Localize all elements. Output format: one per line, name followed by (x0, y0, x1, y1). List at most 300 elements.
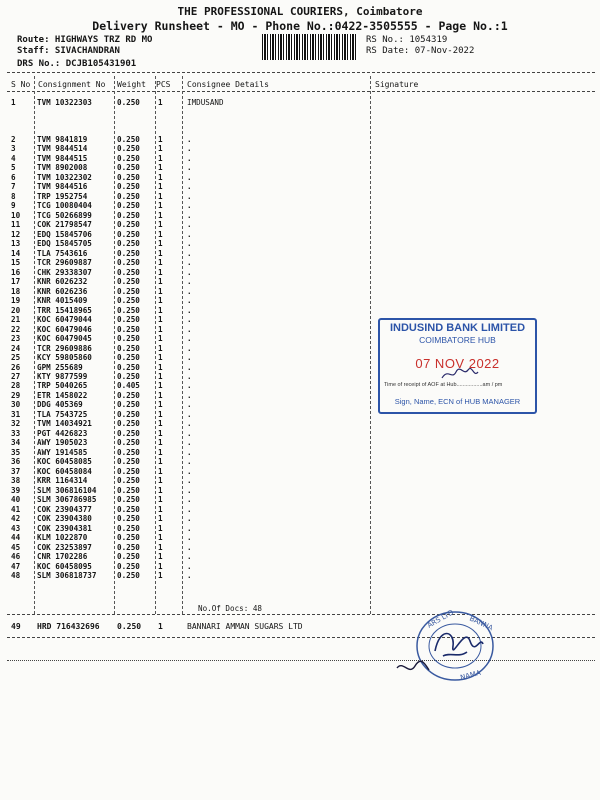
stamp-initials-scribble (440, 366, 480, 382)
row-consignment: TVM 10322303 (37, 98, 92, 107)
row-sno: 33 (11, 428, 21, 438)
row-weight: 0.250 (117, 220, 140, 230)
table-row (0, 144, 600, 153)
row-sno: 29 (11, 390, 21, 400)
row-consignee: . (187, 362, 192, 372)
table-row (0, 268, 600, 277)
row-pcs: 1 (158, 362, 163, 372)
row-consignee: . (187, 343, 192, 353)
row-weight: 0.250 (117, 457, 140, 467)
row-weight: 0.250 (117, 495, 140, 505)
row-consignment: TLA 7543616 (37, 248, 88, 258)
row-sno: 36 (11, 457, 21, 467)
row-pcs: 1 (158, 258, 163, 268)
table-row (0, 486, 600, 495)
table-row (0, 182, 600, 191)
row-consignment: TVM 9844514 (37, 144, 88, 154)
row-sno: 25 (11, 353, 21, 363)
row-weight: 0.250 (117, 409, 140, 419)
row-sno: 44 (11, 533, 21, 543)
row-consignee: . (187, 267, 192, 277)
row-consignment: KNR 6026236 (37, 286, 88, 296)
row-consignee: . (187, 229, 192, 239)
table-row (0, 287, 600, 296)
row-weight: 0.250 (117, 315, 140, 325)
bank-receipt-stamp (378, 318, 537, 414)
row-consignment: KNR 4015409 (37, 296, 88, 306)
row-pcs: 1 (158, 533, 163, 543)
row-consignee: . (187, 286, 192, 296)
table-row (0, 173, 600, 182)
row-consignee: . (187, 533, 192, 543)
row-consignment: COK 23253897 (37, 542, 92, 552)
row-weight: 0.250 (117, 353, 140, 363)
row-pcs: 1 (158, 220, 163, 230)
row-consignee: . (187, 466, 192, 476)
row-consignee: . (187, 210, 192, 220)
row-weight: 0.250 (117, 210, 140, 220)
row-sno: 37 (11, 466, 21, 476)
row-consignment: KOC 60479044 (37, 315, 92, 325)
row-weight: 0.250 (117, 542, 140, 552)
row-consignee: . (187, 239, 192, 249)
row-sno: 1 (11, 98, 16, 107)
row-weight: 0.250 (117, 334, 140, 344)
row-consignee: . (187, 409, 192, 419)
table-row (0, 562, 600, 571)
row-consignment: COK 23904380 (37, 514, 92, 524)
row-weight: 0.250 (117, 514, 140, 524)
row-consignee: . (187, 419, 192, 429)
row-sno: 9 (11, 201, 16, 211)
table-row (0, 277, 600, 286)
row-sno: 7 (11, 182, 16, 192)
row-weight: 0.250 (117, 144, 140, 154)
row-consignment: AWY 1914585 (37, 447, 88, 457)
row-consignee: . (187, 296, 192, 306)
row-sno: 16 (11, 267, 21, 277)
table-row (0, 249, 600, 258)
row-sno: 15 (11, 258, 21, 268)
row-pcs: 1 (158, 239, 163, 249)
row-consignment: TVM 9844516 (37, 182, 88, 192)
row-consignment: KTY 9877599 (37, 372, 88, 381)
row-weight: 0.250 (117, 400, 140, 410)
row-weight: 0.250 (117, 286, 140, 296)
row-sno: 19 (11, 296, 21, 306)
row-consignee: . (187, 504, 192, 514)
footer-divider (7, 660, 595, 661)
row-weight: 0.250 (117, 447, 140, 457)
table-row (0, 571, 600, 580)
row-weight: 0.250 (117, 267, 140, 277)
row-consignment: TCG 50266899 (37, 210, 92, 220)
row-consignment: KOC 60458085 (37, 457, 92, 467)
row-consignment: TVM 9844515 (37, 153, 88, 163)
row-consignee: . (187, 571, 192, 581)
row-sno: 14 (11, 248, 21, 258)
row-sno: 27 (11, 372, 21, 381)
row-sno: 41 (11, 504, 21, 514)
row-weight: 0.250 (117, 533, 140, 543)
row-sno: 6 (11, 172, 16, 182)
row-weight: 0.250 (117, 571, 140, 581)
row-consignee: . (187, 182, 192, 192)
row-consignee: . (187, 561, 192, 571)
row-consignee: . (187, 390, 192, 400)
row-consignment: COK 21798547 (37, 220, 92, 230)
row-pcs: 1 (158, 201, 163, 211)
row-consignment: TRP 1952754 (37, 191, 88, 201)
row-consignee: . (187, 334, 192, 344)
row-pcs: 1 (158, 248, 163, 258)
col-header-sno: S No (11, 80, 31, 89)
row-weight: 0.250 (117, 561, 140, 571)
row-consignment: CNR 1702286 (37, 552, 88, 562)
row-pcs: 1 (158, 229, 163, 239)
row-consignee: . (187, 381, 192, 391)
table-row (0, 543, 600, 552)
col-header-consignment: Consignment No (38, 80, 106, 89)
row-sno: 13 (11, 239, 21, 249)
table-row (0, 239, 600, 248)
row-pcs: 1 (158, 561, 163, 571)
table-row (0, 296, 600, 305)
row-consignment: EDQ 15845706 (37, 229, 92, 239)
row-pcs: 1 (158, 267, 163, 277)
row-sno: 18 (11, 286, 21, 296)
row-pcs: 1 (158, 447, 163, 457)
row-consignment: KLM 1022870 (37, 533, 88, 543)
row-consignment: COK 23904377 (37, 504, 92, 514)
row-pcs: 1 (158, 305, 163, 315)
table-row (0, 258, 600, 267)
row-weight: 0.250 (117, 419, 140, 429)
row-consignee: . (187, 476, 192, 486)
row-pcs: 1 (158, 476, 163, 486)
route-label: Route: HIGHWAYS TRZ RD MO (17, 35, 153, 45)
table-row (0, 306, 600, 315)
row-sno: 24 (11, 343, 21, 353)
row-pcs: 1 (158, 390, 163, 400)
row-sno: 32 (11, 419, 21, 429)
row49-divider (7, 637, 595, 638)
row-weight: 0.250 (117, 182, 140, 192)
col-header-pcs: PCS (156, 80, 171, 89)
header-divider (7, 72, 595, 73)
stamp-bank-name: INDUSIND BANK LIMITED (389, 322, 526, 334)
stamp-date: 07 NOV 2022 (415, 356, 500, 371)
row-weight: 0.250 (117, 390, 140, 400)
row-weight: 0.250 (117, 428, 140, 438)
row-pcs: 1 (158, 504, 163, 514)
row-consignee: . (187, 523, 192, 533)
row-consignment: TVM 10322302 (37, 172, 92, 182)
row-consignee: . (187, 172, 192, 182)
row-pcs: 1 (158, 144, 163, 154)
row-pcs: 1 (158, 353, 163, 363)
row-consignee: . (187, 485, 192, 495)
row-pcs: 1 (158, 571, 163, 581)
row49-sno: 49 (11, 622, 21, 631)
col-header-details: Consignee Details (187, 80, 269, 89)
row-consignment: TRR 15418965 (37, 305, 92, 315)
row-weight: 0.250 (117, 153, 140, 163)
table-row (0, 533, 600, 542)
table-row (0, 457, 600, 466)
row-consignee: . (187, 372, 192, 381)
row-consignment: AWY 1905023 (37, 438, 88, 448)
row-pcs: 1 (158, 315, 163, 325)
svg-text:ARS LTD: ARS LTD (426, 608, 456, 630)
row-consignment: KNR 6026232 (37, 277, 88, 287)
row-consignee: . (187, 400, 192, 410)
row-consignee: . (187, 495, 192, 505)
row-consignee: IMDUSAND (187, 98, 224, 107)
row-weight: 0.250 (117, 239, 140, 249)
stamp-hub: COIMBATORE HUB (419, 335, 496, 345)
row-pcs: 1 (158, 172, 163, 182)
row-weight: 0.250 (117, 343, 140, 353)
row-sno: 21 (11, 315, 21, 325)
row-sno: 17 (11, 277, 21, 287)
row-sno: 40 (11, 495, 21, 505)
row-sno: 31 (11, 409, 21, 419)
row-pcs: 1 (158, 343, 163, 353)
row-consignee: . (187, 514, 192, 524)
row-consignee: . (187, 457, 192, 467)
row-weight: 0.250 (117, 372, 140, 381)
row-pcs: 1 (158, 400, 163, 410)
svg-text:BANNA: BANNA (468, 614, 495, 633)
row-sno: 47 (11, 561, 21, 571)
row-weight: 0.250 (117, 485, 140, 495)
col-header-signature: Signature (375, 80, 419, 89)
table-row (0, 514, 600, 523)
no-of-docs: No.Of Docs: 48 (198, 604, 263, 613)
row-weight: 0.250 (117, 552, 140, 562)
stamp-receipt-time: Time of receipt of AOF at Hub.................am / pm (384, 382, 503, 388)
row-sno: 22 (11, 324, 21, 334)
row-pcs: 1 (158, 153, 163, 163)
row-consignment: TVM 9841819 (37, 135, 88, 144)
row-consignee: . (187, 220, 192, 230)
row-pcs: 1 (158, 428, 163, 438)
table-row (0, 467, 600, 476)
row-consignee: . (187, 552, 192, 562)
row-weight: 0.250 (117, 438, 140, 448)
drs-number: DRS No.: DCJB105431901 (17, 59, 137, 69)
table-row (0, 419, 600, 428)
table-row (0, 154, 600, 163)
row-pcs: 1 (158, 334, 163, 344)
row-weight: 0.250 (117, 98, 140, 107)
row-pcs: 1 (158, 419, 163, 429)
row-pcs: 1 (158, 495, 163, 505)
row-pcs: 1 (158, 98, 163, 107)
row-sno: 43 (11, 523, 21, 533)
table-row (0, 524, 600, 533)
row-consignment: TCR 29609886 (37, 343, 92, 353)
row-consignment: CHK 29338307 (37, 267, 92, 277)
row-sno: 38 (11, 476, 21, 486)
row-consignment: PGT 4426823 (37, 428, 88, 438)
table-row (0, 98, 600, 107)
row-pcs: 1 (158, 372, 163, 381)
row-sno: 4 (11, 153, 16, 163)
row-consignment: TLA 7543725 (37, 409, 88, 419)
row-consignment: KOC 60458084 (37, 466, 92, 476)
row-consignee: . (187, 447, 192, 457)
row49-pcs: 1 (158, 622, 163, 631)
row-consignment: KOC 60479046 (37, 324, 92, 334)
column-header-divider (7, 91, 595, 92)
row-pcs: 1 (158, 552, 163, 562)
table-row (0, 448, 600, 457)
row-weight: 0.250 (117, 258, 140, 268)
row-weight: 0.250 (117, 466, 140, 476)
table-row (0, 552, 600, 561)
row-sno: 5 (11, 163, 16, 173)
row-consignment: TCG 10080404 (37, 201, 92, 211)
row-consignment: SLM 306818737 (37, 571, 97, 581)
table-row (0, 230, 600, 239)
row-consignment: SLM 306816104 (37, 485, 97, 495)
row-weight: 0.250 (117, 135, 140, 144)
row-sno: 26 (11, 362, 21, 372)
svg-text:NAMA: NAMA (459, 668, 482, 682)
stamp-sign-label: Sign, Name, ECN of HUB MANAGER (394, 397, 521, 406)
table-row (0, 505, 600, 514)
row-consignment: SLM 306786985 (37, 495, 97, 505)
row-pcs: 1 (158, 210, 163, 220)
row-sno: 46 (11, 552, 21, 562)
row-sno: 42 (11, 514, 21, 524)
row-consignee: . (187, 163, 192, 173)
row49-weight: 0.250 (117, 622, 142, 631)
row-sno: 23 (11, 334, 21, 344)
table-row (0, 429, 600, 438)
table-row (0, 163, 600, 172)
table-row (0, 201, 600, 210)
row-consignment: TRP 5040265 (37, 381, 88, 391)
row-sno: 3 (11, 144, 16, 154)
row-sno: 48 (11, 571, 21, 581)
row-sno: 34 (11, 438, 21, 448)
row-pcs: 1 (158, 485, 163, 495)
row-pcs: 1 (158, 182, 163, 192)
row-consignee: . (187, 153, 192, 163)
row-consignee: . (187, 277, 192, 287)
row-consignee: . (187, 542, 192, 552)
row-consignee: . (187, 258, 192, 268)
row-pcs: 1 (158, 523, 163, 533)
row-consignment: DDG 405369 (37, 400, 83, 410)
row-sno: 45 (11, 542, 21, 552)
row-consignee: . (187, 144, 192, 154)
row-consignee: . (187, 305, 192, 315)
company-seal-signature (395, 606, 505, 686)
row-weight: 0.405 (117, 381, 140, 391)
table-row (0, 495, 600, 504)
row-consignee: . (187, 428, 192, 438)
row-weight: 0.250 (117, 163, 140, 173)
row-pcs: 1 (158, 135, 163, 144)
row-weight: 0.250 (117, 362, 140, 372)
row-consignee: . (187, 201, 192, 211)
runsheet-title: THE PROFESSIONAL COURIERS, Coimbatore (177, 5, 423, 18)
row-consignment: KOC 60458095 (37, 561, 92, 571)
row-weight: 0.250 (117, 324, 140, 334)
row-sno: 28 (11, 381, 21, 391)
row-weight: 0.250 (117, 476, 140, 486)
table-bottom-divider (7, 614, 595, 615)
row-weight: 0.250 (117, 504, 140, 514)
row-consignee: . (187, 135, 192, 144)
runsheet-subtitle: Delivery Runsheet - MO - Phone No.:0422-3505555 - Page No.:1 (92, 19, 508, 33)
row-consignee: . (187, 315, 192, 325)
row-pcs: 1 (158, 542, 163, 552)
rs-date: RS Date: 07-Nov-2022 (366, 46, 475, 56)
row-pcs: 1 (158, 286, 163, 296)
row-pcs: 1 (158, 163, 163, 173)
barcode-image (262, 34, 358, 60)
row-weight: 0.250 (117, 296, 140, 306)
col-header-weight: Weight (117, 80, 146, 89)
row-pcs: 1 (158, 381, 163, 391)
row-consignment: KOC 60479045 (37, 334, 92, 344)
row-sno: 35 (11, 447, 21, 457)
row-consignment: TCR 29609887 (37, 258, 92, 268)
row-consignment: GPM 255689 (37, 362, 83, 372)
row-consignee: . (187, 191, 192, 201)
row-consignment: KCY 59805860 (37, 353, 92, 363)
row-consignment: TVM 14034921 (37, 419, 92, 429)
row-pcs: 1 (158, 277, 163, 287)
row-consignment: ETR 1458022 (37, 390, 88, 400)
row-consignment: TVM 8902008 (37, 163, 88, 173)
row-pcs: 1 (158, 457, 163, 467)
row-pcs: 1 (158, 191, 163, 201)
row-weight: 0.250 (117, 277, 140, 287)
row-pcs: 1 (158, 324, 163, 334)
row-pcs: 1 (158, 296, 163, 306)
row-sno: 30 (11, 400, 21, 410)
row-sno: 2 (11, 135, 16, 144)
row-pcs: 1 (158, 438, 163, 448)
row-weight: 0.250 (117, 201, 140, 211)
row49-consignee: BANNARI AMMAN SUGARS LTD (187, 622, 303, 631)
row-pcs: 1 (158, 514, 163, 524)
staff-label: Staff: SIVACHANDRAN (17, 46, 120, 56)
row-weight: 0.250 (117, 172, 140, 182)
row49-consignment: HRD 716432696 (37, 622, 100, 631)
row-pcs: 1 (158, 409, 163, 419)
row-sno: 20 (11, 305, 21, 315)
row-pcs: 1 (158, 466, 163, 476)
table-row (0, 211, 600, 220)
row-sno: 8 (11, 191, 16, 201)
table-row (0, 135, 600, 144)
table-row (0, 438, 600, 447)
row-consignee: . (187, 248, 192, 258)
row-sno: 10 (11, 210, 21, 220)
row-consignee: . (187, 353, 192, 363)
rs-number: RS No.: 1054319 (366, 35, 448, 45)
row-weight: 0.250 (117, 305, 140, 315)
row-weight: 0.250 (117, 248, 140, 258)
table-row (0, 220, 600, 229)
